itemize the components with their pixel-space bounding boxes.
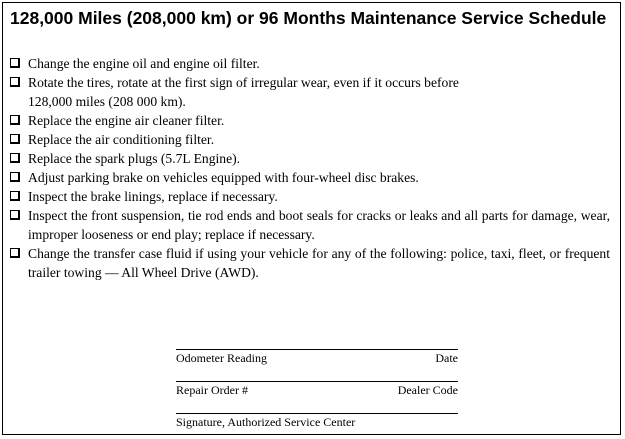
list-item-text	[28, 73, 610, 111]
list-item-text: Change the engine oil and engine oil filter.	[28, 56, 260, 71]
date-label: Date	[435, 351, 458, 365]
checkbox-icon[interactable]	[10, 115, 20, 125]
maintenance-card	[2, 2, 621, 435]
checkbox-icon[interactable]	[10, 134, 20, 144]
list-item-text: Replace the engine air cleaner filter.	[28, 113, 225, 128]
list-item	[10, 187, 610, 206]
checkbox-icon[interactable]	[10, 153, 20, 163]
checklist	[10, 54, 610, 282]
list-item	[10, 130, 610, 149]
list-item-text: Adjust parking brake on vehicles equipped with four-wheel disc brakes.	[28, 170, 419, 185]
list-item-text: Replace the air conditioning filter.	[28, 132, 215, 147]
list-item	[10, 149, 610, 168]
signature-label: Signature, Authorized Service Center	[176, 415, 356, 429]
list-item	[10, 244, 610, 282]
list-item-text-line-1: Rotate the tires, rotate at the first sign of irregular wear, even if it occurs before	[28, 75, 459, 90]
checkbox-icon[interactable]	[10, 248, 20, 258]
list-item-text: Inspect the brake linings, replace if necessary.	[28, 189, 278, 204]
list-item-text: Replace the spark plugs (5.7L Engine).	[28, 151, 241, 166]
page-title: 128,000 Miles (208,000 km) or 96 Months Maintenance Service Schedule	[10, 8, 607, 28]
list-item	[10, 111, 610, 130]
list-item-text: Change the transfer case fluid if using your vehicle for any of the following: police, taxi, fleet, or frequent trailer towing — All Wheel Drive (AWD).	[28, 246, 610, 280]
list-item	[10, 206, 610, 244]
checkbox-icon[interactable]	[10, 77, 20, 87]
list-item	[10, 168, 610, 187]
checkbox-icon[interactable]	[10, 58, 20, 68]
dealer-code-label: Dealer Code	[397, 383, 458, 397]
list-item	[10, 73, 610, 111]
list-item-text: Inspect the front suspension, tie rod ends and boot seals for cracks or leaks and all parts for damage, wear, improper looseness or end play; replace if necessary.	[28, 208, 610, 242]
signature-line-repair-order[interactable]	[176, 381, 458, 397]
checkbox-icon[interactable]	[10, 191, 20, 201]
odometer-reading-label: Odometer Reading	[176, 351, 267, 365]
checkbox-icon[interactable]	[10, 210, 20, 220]
signature-line-odometer[interactable]	[176, 349, 458, 365]
list-item	[10, 54, 610, 73]
list-item-text-line-2: 128,000 miles (208 000 km).	[28, 94, 186, 109]
repair-order-label: Repair Order #	[176, 383, 248, 397]
checkbox-icon[interactable]	[10, 172, 20, 182]
signature-line-authorized[interactable]	[176, 413, 458, 429]
